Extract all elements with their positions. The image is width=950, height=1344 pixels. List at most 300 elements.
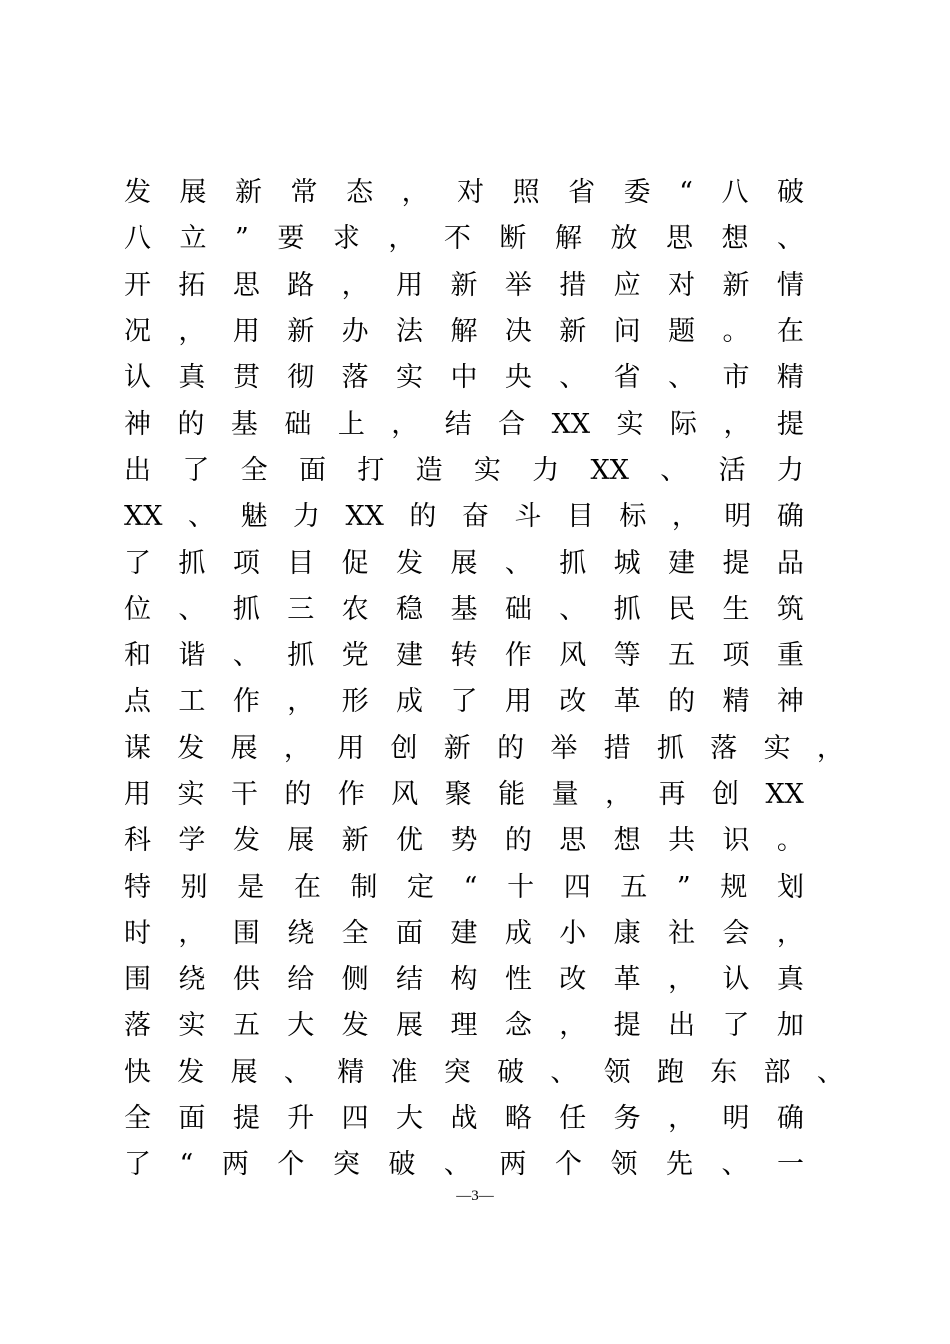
- text-glyph: 规: [720, 871, 748, 903]
- text-glyph: 。: [776, 825, 804, 857]
- text-glyph: 面: [396, 917, 424, 949]
- text-glyph: 成: [504, 917, 532, 949]
- text-glyph: 抓: [287, 640, 315, 672]
- text-glyph: 社: [668, 917, 696, 949]
- text-glyph: 发: [177, 732, 205, 764]
- text-glyph: 认: [722, 964, 750, 996]
- text-glyph: 破: [777, 177, 804, 209]
- text-glyph: 破: [388, 1149, 416, 1181]
- text-glyph: 略: [504, 1103, 532, 1135]
- text-glyph: 展: [230, 1056, 258, 1088]
- text-glyph: 加: [776, 1010, 804, 1042]
- text-glyph: 两: [221, 1149, 249, 1181]
- text-line: [124, 355, 804, 401]
- text-glyph: 、: [816, 1056, 844, 1088]
- text-glyph: 举: [550, 732, 578, 764]
- text-glyph: 础: [504, 593, 532, 625]
- text-glyph: 委: [623, 177, 651, 209]
- text-glyph: 民: [668, 593, 696, 625]
- text-glyph: 和: [124, 640, 151, 672]
- text-glyph: 小: [559, 917, 587, 949]
- text-line: [124, 679, 804, 725]
- text-glyph: “: [463, 871, 478, 903]
- text-line: [124, 1050, 844, 1096]
- text-glyph: 省: [568, 177, 596, 209]
- text-glyph: 一: [777, 1149, 804, 1181]
- text-glyph: XX: [345, 501, 384, 533]
- text-glyph: 基: [230, 408, 258, 440]
- text-glyph: 础: [284, 408, 312, 440]
- text-glyph: 解: [554, 223, 582, 255]
- text-glyph: ，: [178, 917, 206, 949]
- text-glyph: ，: [287, 686, 315, 718]
- text-glyph: 确: [776, 1103, 804, 1135]
- text-line: [124, 494, 804, 540]
- text-glyph: 发: [124, 177, 151, 209]
- text-glyph: ，: [283, 732, 311, 764]
- text-glyph: 实: [473, 454, 501, 486]
- text-glyph: ，: [605, 779, 633, 810]
- text-glyph: 省: [613, 362, 641, 394]
- text-glyph: 了: [450, 686, 478, 718]
- text-glyph: 势: [450, 825, 478, 857]
- text-glyph: 作: [232, 686, 260, 718]
- text-glyph: 实: [177, 779, 205, 810]
- text-line: [124, 263, 804, 309]
- text-glyph: 三: [287, 593, 315, 625]
- text-glyph: 风: [559, 640, 587, 672]
- text-glyph: 、: [668, 362, 696, 394]
- text-glyph: 是: [237, 871, 265, 903]
- text-glyph: 侧: [341, 964, 369, 996]
- text-glyph: 会: [722, 917, 750, 949]
- text-glyph: 彻: [287, 362, 315, 394]
- text-glyph: 展: [179, 177, 207, 209]
- text-glyph: 问: [613, 316, 641, 348]
- text-glyph: 新: [450, 269, 478, 301]
- text-glyph: 的: [668, 686, 696, 718]
- text-glyph: 展: [287, 825, 315, 857]
- text-glyph: 在: [293, 871, 321, 903]
- text-glyph: 东: [710, 1056, 738, 1088]
- text-glyph: 点: [124, 686, 151, 718]
- text-line: [124, 587, 804, 633]
- text-glyph: 落: [341, 362, 369, 394]
- text-glyph: 稳: [396, 593, 424, 625]
- text-glyph: 落: [124, 1010, 151, 1042]
- text-glyph: 提: [776, 408, 804, 440]
- text-line: [124, 864, 804, 910]
- text-glyph: ，: [401, 177, 429, 209]
- text-glyph: 的: [497, 732, 525, 764]
- text-glyph: 力: [776, 454, 804, 486]
- text-glyph: 魅: [240, 501, 268, 533]
- text-glyph: 。: [722, 316, 750, 348]
- text-glyph: 四: [341, 1103, 369, 1135]
- text-glyph: 的: [409, 501, 437, 533]
- text-line: [124, 772, 804, 818]
- text-glyph: 打: [357, 454, 385, 486]
- text-line: [124, 448, 804, 494]
- text-glyph: 发: [177, 1056, 205, 1088]
- text-glyph: 抓: [656, 732, 684, 764]
- text-glyph: 出: [668, 1010, 696, 1042]
- text-glyph: 全: [240, 454, 268, 486]
- text-glyph: 想: [721, 223, 749, 255]
- text-glyph: 用: [396, 269, 424, 301]
- text-glyph: 共: [668, 825, 696, 857]
- text-glyph: 应: [613, 269, 641, 301]
- text-glyph: 造: [415, 454, 443, 486]
- text-glyph: 法: [396, 316, 424, 348]
- text-glyph: 筑: [776, 593, 804, 625]
- text-glyph: 绕: [178, 964, 206, 996]
- text-glyph: 新: [287, 316, 315, 348]
- text-glyph: 求: [332, 223, 360, 255]
- text-glyph: 创: [711, 779, 739, 810]
- text-glyph: 提: [722, 547, 750, 579]
- text-glyph: 领: [610, 1149, 638, 1181]
- text-glyph: 五: [620, 871, 648, 903]
- text-glyph: 基: [450, 593, 478, 625]
- text-glyph: 部: [763, 1056, 791, 1088]
- text-glyph: 用: [232, 316, 260, 348]
- text-glyph: 突: [443, 1056, 471, 1088]
- text-glyph: 实: [178, 1010, 206, 1042]
- text-glyph: 力: [292, 501, 320, 533]
- text-glyph: 发: [232, 825, 260, 857]
- text-glyph: 给: [287, 964, 315, 996]
- text-glyph: 抓: [613, 593, 641, 625]
- text-glyph: 、: [559, 362, 587, 394]
- text-glyph: ”: [235, 223, 249, 255]
- text-glyph: ，: [671, 501, 699, 533]
- text-glyph: 合: [498, 408, 526, 440]
- text-glyph: 的: [504, 825, 532, 857]
- text-glyph: 识: [722, 825, 750, 857]
- text-glyph: 解: [450, 316, 478, 348]
- text-glyph: 措: [603, 732, 631, 764]
- text-glyph: 新: [443, 732, 471, 764]
- text-glyph: 促: [341, 547, 369, 579]
- text-glyph: 十: [507, 871, 535, 903]
- text-glyph: 精: [776, 362, 804, 394]
- text-glyph: 制: [350, 871, 378, 903]
- text-glyph: 用: [504, 686, 532, 718]
- text-glyph: 思: [559, 825, 587, 857]
- text-glyph: 、: [187, 501, 215, 533]
- text-glyph: 奋: [461, 501, 489, 533]
- text-glyph: 路: [287, 269, 315, 301]
- text-glyph: 围: [124, 964, 151, 996]
- text-glyph: 理: [450, 1010, 478, 1042]
- text-glyph: 战: [450, 1103, 478, 1135]
- text-glyph: 确: [776, 501, 804, 533]
- text-glyph: 明: [724, 501, 752, 533]
- text-line: [124, 818, 804, 864]
- text-glyph: 破: [497, 1056, 525, 1088]
- text-glyph: 明: [722, 1103, 750, 1135]
- text-glyph: ”: [676, 871, 691, 903]
- text-glyph: 了: [722, 1010, 750, 1042]
- text-glyph: 立: [179, 223, 207, 255]
- text-glyph: 时: [124, 917, 151, 949]
- text-glyph: 、: [178, 593, 206, 625]
- text-glyph: 革: [613, 964, 641, 996]
- text-glyph: 全: [341, 917, 369, 949]
- text-glyph: 康: [613, 917, 641, 949]
- text-glyph: 办: [341, 316, 369, 348]
- text-glyph: 学: [178, 825, 206, 857]
- text-glyph: 供: [232, 964, 260, 996]
- text-glyph: 落: [710, 732, 738, 764]
- text-line: [124, 633, 804, 679]
- text-glyph: 任: [559, 1103, 587, 1135]
- text-glyph: 展: [230, 732, 258, 764]
- text-glyph: 科: [124, 825, 151, 857]
- text-glyph: 实: [396, 362, 424, 394]
- text-glyph: 展: [396, 1010, 424, 1042]
- text-glyph: 量: [551, 779, 579, 810]
- text-glyph: 、: [559, 593, 587, 625]
- text-glyph: 、: [660, 454, 688, 486]
- text-glyph: 重: [776, 640, 804, 672]
- text-glyph: 建: [450, 917, 478, 949]
- text-glyph: 风: [391, 779, 419, 810]
- text-glyph: 发: [396, 547, 424, 579]
- text-glyph: 际: [669, 408, 697, 440]
- text-glyph: 个: [277, 1149, 305, 1181]
- text-glyph: 照: [512, 177, 540, 209]
- text-glyph: 两: [499, 1149, 527, 1181]
- text-glyph: 要: [277, 223, 305, 255]
- text-line: [124, 1142, 804, 1188]
- text-glyph: 神: [776, 686, 804, 718]
- text-glyph: 用: [337, 732, 365, 764]
- text-glyph: 特: [124, 871, 151, 903]
- text-glyph: 新: [235, 177, 263, 209]
- text-glyph: 先: [665, 1149, 693, 1181]
- text-glyph: 干: [230, 779, 258, 810]
- text-glyph: 优: [396, 825, 424, 857]
- text-glyph: ，: [388, 223, 416, 255]
- text-glyph: 展: [450, 547, 478, 579]
- text-glyph: 成: [396, 686, 424, 718]
- text-glyph: 、: [504, 547, 532, 579]
- text-glyph: 再: [658, 779, 686, 810]
- text-glyph: 农: [341, 593, 369, 625]
- text-glyph: 决: [504, 316, 532, 348]
- text-glyph: 准: [390, 1056, 418, 1088]
- text-line: [124, 1003, 804, 1049]
- text-glyph: 抓: [232, 593, 260, 625]
- text-glyph: 聚: [444, 779, 472, 810]
- text-glyph: 对: [668, 269, 696, 301]
- text-glyph: 在: [776, 316, 804, 348]
- text-glyph: 、: [777, 223, 804, 255]
- text-glyph: 抓: [178, 547, 206, 579]
- text-glyph: 精: [722, 686, 750, 718]
- text-glyph: 开: [124, 269, 151, 301]
- text-glyph: 态: [346, 177, 374, 209]
- text-glyph: 形: [341, 686, 369, 718]
- text-glyph: 实: [763, 732, 791, 764]
- text-glyph: 思: [232, 269, 260, 301]
- text-glyph: XX: [124, 501, 163, 533]
- text-glyph: 拓: [178, 269, 206, 301]
- text-glyph: 八: [124, 223, 151, 255]
- text-glyph: 五: [668, 640, 696, 672]
- text-glyph: 面: [298, 454, 326, 486]
- text-glyph: 发: [341, 1010, 369, 1042]
- text-glyph: 位: [124, 593, 151, 625]
- text-glyph: 目: [566, 501, 594, 533]
- text-glyph: 快: [124, 1056, 151, 1088]
- text-glyph: 品: [776, 547, 804, 579]
- text-glyph: 作: [504, 640, 532, 672]
- text-glyph: 跑: [656, 1056, 684, 1088]
- text-glyph: 绕: [287, 917, 315, 949]
- text-glyph: 新: [559, 316, 587, 348]
- text-glyph: 了: [124, 1149, 151, 1181]
- text-glyph: 升: [287, 1103, 315, 1135]
- text-glyph: 思: [665, 223, 693, 255]
- text-glyph: 革: [613, 686, 641, 718]
- text-glyph: XX: [590, 454, 629, 486]
- text-glyph: 、: [550, 1056, 578, 1088]
- text-glyph: ，: [668, 964, 696, 996]
- text-glyph: 定: [407, 871, 435, 903]
- text-glyph: 四: [563, 871, 591, 903]
- text-glyph: ，: [178, 316, 206, 348]
- text-glyph: 贯: [232, 362, 260, 394]
- text-glyph: 面: [178, 1103, 206, 1135]
- text-glyph: 了: [124, 547, 151, 579]
- text-glyph: 大: [287, 1010, 315, 1042]
- text-glyph: 改: [559, 686, 587, 718]
- text-glyph: 结: [444, 408, 472, 440]
- text-line: [124, 401, 804, 447]
- text-glyph: 作: [337, 779, 365, 810]
- text-glyph: 神: [124, 408, 151, 440]
- text-glyph: 领: [603, 1056, 631, 1088]
- text-glyph: 举: [504, 269, 532, 301]
- text-glyph: 建: [668, 547, 696, 579]
- text-glyph: 力: [532, 454, 560, 486]
- text-glyph: 况: [124, 316, 151, 348]
- text-glyph: 结: [396, 964, 424, 996]
- text-glyph: ，: [668, 1103, 696, 1135]
- text-line: [124, 726, 844, 772]
- text-glyph: 题: [668, 316, 696, 348]
- text-glyph: 能: [498, 779, 526, 810]
- text-glyph: 、: [443, 1149, 471, 1181]
- text-glyph: 真: [776, 964, 804, 996]
- text-glyph: 断: [499, 223, 527, 255]
- text-glyph: 用: [124, 779, 151, 810]
- text-line: [124, 540, 804, 586]
- text-line: [124, 911, 804, 957]
- text-glyph: 上: [337, 408, 365, 440]
- text-glyph: 了: [182, 454, 210, 486]
- text-glyph: 真: [178, 362, 206, 394]
- text-glyph: 常: [290, 177, 318, 209]
- text-glyph: 务: [613, 1103, 641, 1135]
- text-glyph: 措: [559, 269, 587, 301]
- text-glyph: 、: [721, 1149, 749, 1181]
- text-line: [124, 1096, 804, 1142]
- text-glyph: ，: [559, 1010, 587, 1042]
- text-glyph: 性: [504, 964, 532, 996]
- text-glyph: 工: [178, 686, 206, 718]
- text-glyph: 提: [232, 1103, 260, 1135]
- text-glyph: ，: [776, 917, 804, 949]
- text-glyph: ，: [391, 408, 419, 440]
- text-glyph: 抓: [559, 547, 587, 579]
- text-glyph: 新: [341, 825, 369, 857]
- text-glyph: 谋: [124, 732, 151, 764]
- text-glyph: 八: [721, 177, 749, 209]
- text-line: [124, 309, 804, 355]
- text-glyph: XX: [551, 408, 591, 440]
- text-glyph: XX: [765, 779, 804, 810]
- text-glyph: 中: [450, 362, 478, 394]
- text-glyph: 对: [457, 177, 485, 209]
- text-glyph: 城: [613, 547, 641, 579]
- text-glyph: 标: [619, 501, 647, 533]
- text-glyph: 提: [613, 1010, 641, 1042]
- text-glyph: 突: [332, 1149, 360, 1181]
- text-glyph: 念: [504, 1010, 532, 1042]
- text-glyph: 认: [124, 362, 151, 394]
- text-glyph: 放: [610, 223, 638, 255]
- text-glyph: 全: [124, 1103, 151, 1135]
- text-glyph: 别: [180, 871, 208, 903]
- body-text: [124, 170, 844, 1189]
- text-glyph: 项: [722, 640, 750, 672]
- text-glyph: 构: [450, 964, 478, 996]
- text-glyph: 项: [232, 547, 260, 579]
- text-glyph: 五: [232, 1010, 260, 1042]
- text-line: [124, 170, 804, 216]
- text-glyph: 大: [396, 1103, 424, 1135]
- text-glyph: 等: [613, 640, 641, 672]
- text-glyph: 转: [450, 640, 478, 672]
- text-glyph: 建: [396, 640, 424, 672]
- text-glyph: 围: [232, 917, 260, 949]
- text-glyph: 划: [776, 871, 804, 903]
- text-glyph: 情: [776, 269, 804, 301]
- text-glyph: 央: [504, 362, 532, 394]
- page-number: —3—: [456, 1188, 494, 1204]
- text-glyph: 改: [559, 964, 587, 996]
- text-glyph: ，: [723, 408, 751, 440]
- text-glyph: 生: [722, 593, 750, 625]
- text-glyph: 新: [722, 269, 750, 301]
- text-glyph: 个: [554, 1149, 582, 1181]
- text-glyph: 活: [718, 454, 746, 486]
- text-glyph: 实: [616, 408, 644, 440]
- text-glyph: “: [679, 177, 693, 209]
- text-glyph: 、: [232, 640, 260, 672]
- text-glyph: 创: [390, 732, 418, 764]
- text-glyph: 党: [341, 640, 369, 672]
- text-glyph: 精: [337, 1056, 365, 1088]
- text-line: [124, 216, 804, 262]
- text-glyph: 市: [722, 362, 750, 394]
- text-glyph: 的: [177, 408, 205, 440]
- text-glyph: 不: [443, 223, 471, 255]
